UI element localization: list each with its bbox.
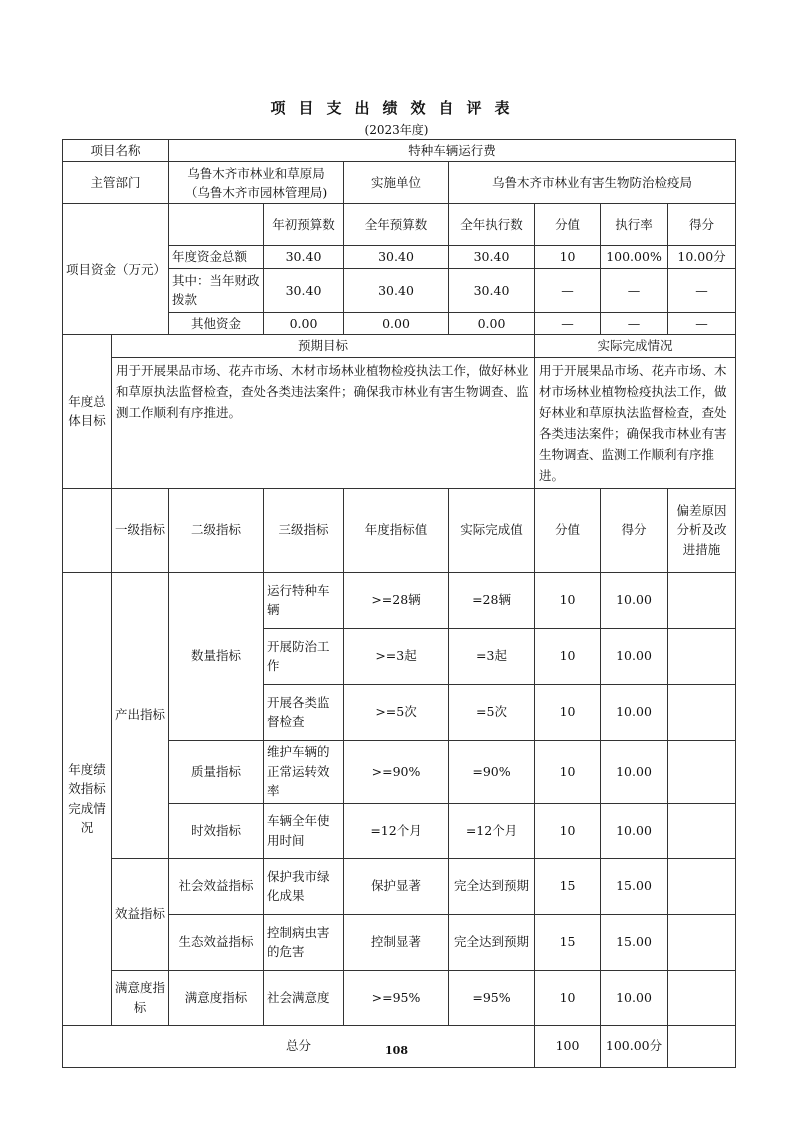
total-score-value: 100 xyxy=(535,1025,601,1067)
indicator-row xyxy=(63,858,736,914)
actual-completion-text: 用于开展果品市场、花卉市场、木材市场林业植物检疫执法工作，做好林业和草原执法监督检查，查处各类违法案件；确保我市林业有害生物调查、监测工作顺利有序推进。 xyxy=(535,357,736,488)
dept-label: 主管部门 xyxy=(63,162,169,204)
target-value: 保护显著 xyxy=(344,858,449,914)
funds-rate: — xyxy=(601,268,668,312)
level3-indicator: 控制病虫害的危害 xyxy=(264,914,344,970)
indicator-row xyxy=(63,970,736,1025)
actual-value: =95% xyxy=(449,970,535,1025)
funds-executed: 30.40 xyxy=(449,268,535,312)
target-value: >=90% xyxy=(344,740,449,803)
score-value: 15 xyxy=(535,858,601,914)
deviation xyxy=(668,970,736,1025)
funds-score: — xyxy=(668,312,736,334)
funds-initial: 30.40 xyxy=(264,246,344,268)
funds-score-value: — xyxy=(535,268,601,312)
deviation xyxy=(668,803,736,858)
funds-executed: 30.40 xyxy=(449,246,535,268)
expected-goal-header: 预期目标 xyxy=(112,335,535,357)
actual-value: 完全达到预期 xyxy=(449,914,535,970)
page-number: 108 xyxy=(385,1044,408,1057)
score: 10.00 xyxy=(601,628,668,684)
funds-corner-cell xyxy=(169,204,264,246)
target-value: =12个月 xyxy=(344,803,449,858)
col-annual-budget: 全年预算数 xyxy=(344,204,449,246)
funds-label: 项目资金（万元） xyxy=(63,204,169,335)
level2-indicator: 社会效益指标 xyxy=(169,858,264,914)
score-value: 10 xyxy=(535,684,601,740)
level3-indicator: 开展各类监督检查 xyxy=(264,684,344,740)
target-value: 控制显著 xyxy=(344,914,449,970)
goals-label: 年度总体目标 xyxy=(63,335,112,488)
page-title: 项目支出绩效自评表 xyxy=(270,99,523,117)
score-value: 10 xyxy=(535,740,601,803)
target-value: >=95% xyxy=(344,970,449,1025)
dept-value: 乌鲁木齐市林业和草原局 （乌鲁木齐市园林管理局) xyxy=(169,162,344,204)
col-score-value: 分值 xyxy=(535,488,601,572)
funds-initial: 30.40 xyxy=(264,268,344,312)
actual-value: =12个月 xyxy=(449,803,535,858)
indicators-section-label: 年度绩效指标完成情况 xyxy=(63,572,112,1025)
level1-indicator: 满意度指标 xyxy=(112,970,169,1025)
col-level3: 三级指标 xyxy=(264,488,344,572)
col-target: 年度指标值 xyxy=(344,488,449,572)
col-score: 得分 xyxy=(668,204,736,246)
funds-score: 10.00分 xyxy=(668,246,736,268)
level2-indicator: 时效指标 xyxy=(169,803,264,858)
funds-executed: 0.00 xyxy=(449,312,535,334)
unit-label: 实施单位 xyxy=(344,162,449,204)
score-value: 10 xyxy=(535,628,601,684)
total-score: 100.00分 xyxy=(601,1025,668,1067)
funds-score: — xyxy=(668,268,736,312)
target-value: >=3起 xyxy=(344,628,449,684)
indicators-corner-cell xyxy=(63,488,112,572)
project-name-value: 特种车辆运行费 xyxy=(169,140,736,162)
level3-indicator: 开展防治工作 xyxy=(264,628,344,684)
level2-indicator: 数量指标 xyxy=(169,572,264,740)
deviation xyxy=(668,628,736,684)
level3-indicator: 维护车辆的正常运转效率 xyxy=(264,740,344,803)
score-value: 10 xyxy=(535,572,601,628)
deviation xyxy=(668,740,736,803)
project-name-label: 项目名称 xyxy=(63,140,169,162)
actual-completion-header: 实际完成情况 xyxy=(535,335,736,357)
actual-value: 完全达到预期 xyxy=(449,858,535,914)
col-actual: 实际完成值 xyxy=(449,488,535,572)
score: 15.00 xyxy=(601,858,668,914)
level3-indicator: 运行特种车辆 xyxy=(264,572,344,628)
total-label: 总分 xyxy=(63,1025,535,1067)
funds-annual: 0.00 xyxy=(344,312,449,334)
funds-annual: 30.40 xyxy=(344,246,449,268)
score: 10.00 xyxy=(601,803,668,858)
funds-row-label: 其中：当年财政拨款 xyxy=(169,268,264,312)
target-value: >=5次 xyxy=(344,684,449,740)
score-value: 10 xyxy=(535,803,601,858)
score: 10.00 xyxy=(601,572,668,628)
funds-row-label: 其他资金 xyxy=(169,312,264,334)
deviation xyxy=(668,914,736,970)
actual-value: =90% xyxy=(449,740,535,803)
score: 10.00 xyxy=(601,970,668,1025)
level3-indicator: 保护我市绿化成果 xyxy=(264,858,344,914)
expected-goal-text: 用于开展果品市场、花卉市场、木材市场林业植物检疫执法工作，做好林业和草原执法监督检查，查处各类违法案件；确保我市林业有害生物调查、监测工作顺利有序推进。 xyxy=(112,357,535,488)
funds-annual: 30.40 xyxy=(344,268,449,312)
score: 10.00 xyxy=(601,740,668,803)
funds-rate: 100.00% xyxy=(601,246,668,268)
level3-indicator: 社会满意度 xyxy=(264,970,344,1025)
deviation xyxy=(668,858,736,914)
score: 10.00 xyxy=(601,684,668,740)
target-value: >=28辆 xyxy=(344,572,449,628)
col-level1: 一级指标 xyxy=(112,488,169,572)
actual-value: =28辆 xyxy=(449,572,535,628)
col-score: 得分 xyxy=(601,488,668,572)
evaluation-table xyxy=(62,139,736,1068)
actual-value: =3起 xyxy=(449,628,535,684)
funds-rate: — xyxy=(601,312,668,334)
score: 15.00 xyxy=(601,914,668,970)
unit-value: 乌鲁木齐市林业有害生物防治检疫局 xyxy=(449,162,736,204)
score-value: 10 xyxy=(535,970,601,1025)
col-initial-budget: 年初预算数 xyxy=(264,204,344,246)
funds-score-value: — xyxy=(535,312,601,334)
deviation xyxy=(668,684,736,740)
level1-indicator: 产出指标 xyxy=(112,572,169,858)
funds-row-label: 年度资金总额 xyxy=(169,246,264,268)
level2-indicator: 满意度指标 xyxy=(169,970,264,1025)
indicator-row xyxy=(63,572,736,628)
funds-initial: 0.00 xyxy=(264,312,344,334)
level3-indicator: 车辆全年使用时间 xyxy=(264,803,344,858)
level1-indicator: 效益指标 xyxy=(112,858,169,970)
col-annual-executed: 全年执行数 xyxy=(449,204,535,246)
col-level2: 二级指标 xyxy=(169,488,264,572)
report-year: (2023年度) xyxy=(364,123,429,137)
col-deviation: 偏差原因分析及改进措施 xyxy=(668,488,736,572)
col-execution-rate: 执行率 xyxy=(601,204,668,246)
deviation xyxy=(668,572,736,628)
col-score-value: 分值 xyxy=(535,204,601,246)
funds-score-value: 10 xyxy=(535,246,601,268)
actual-value: =5次 xyxy=(449,684,535,740)
level2-indicator: 质量指标 xyxy=(169,740,264,803)
score-value: 15 xyxy=(535,914,601,970)
level2-indicator: 生态效益指标 xyxy=(169,914,264,970)
